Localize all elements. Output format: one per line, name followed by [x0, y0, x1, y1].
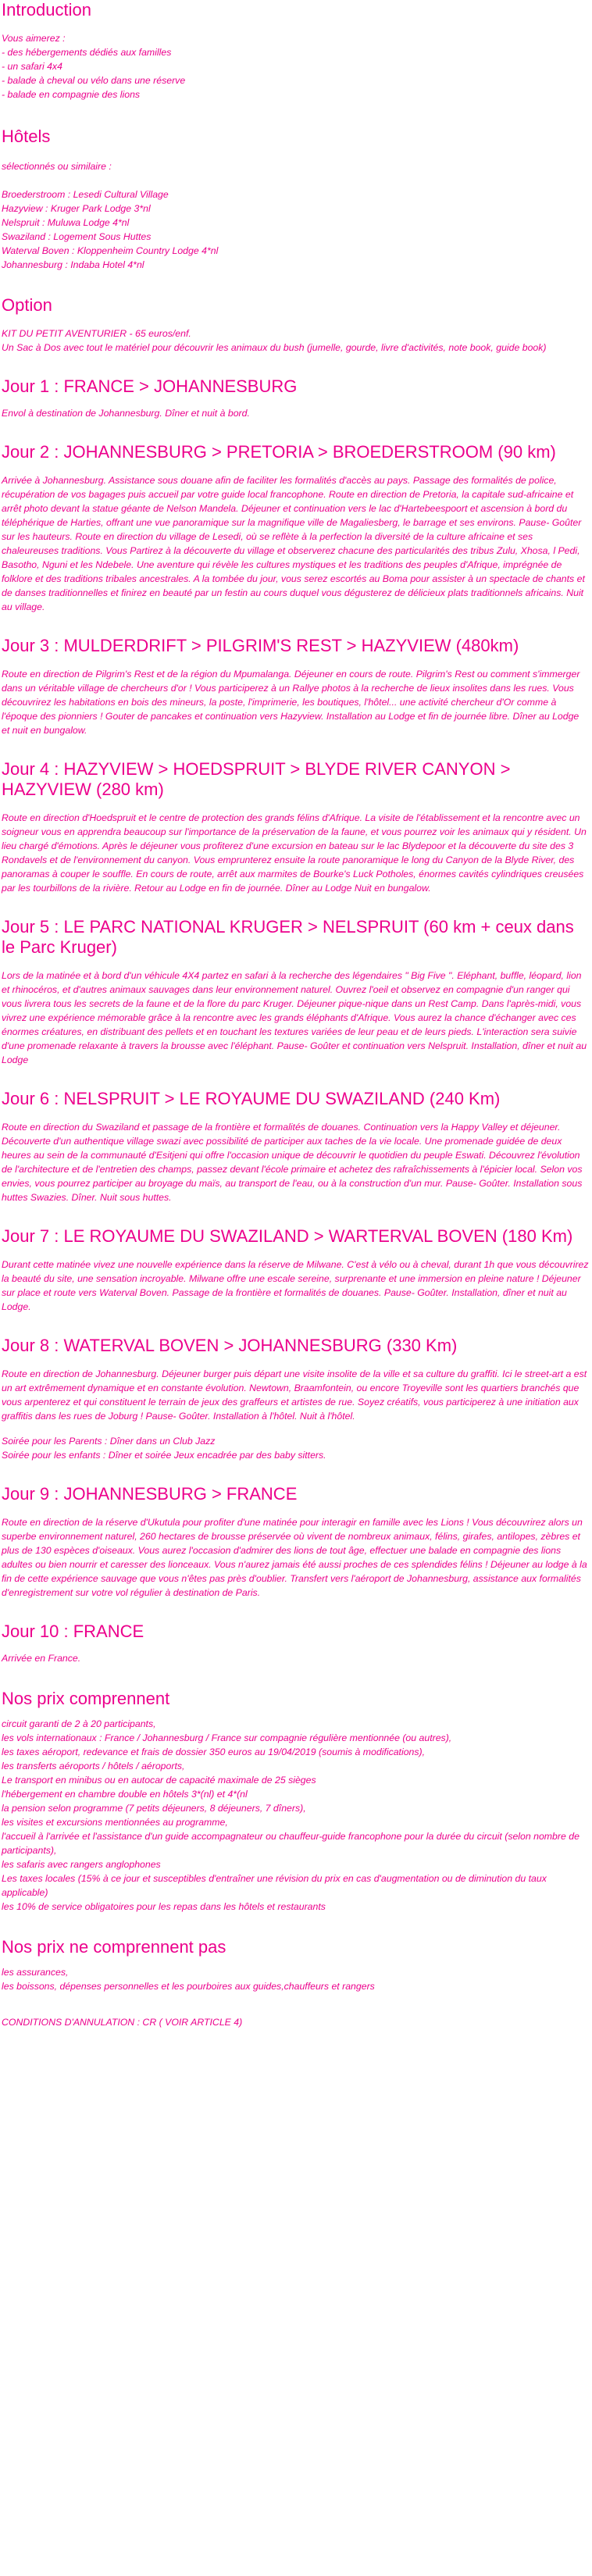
included-item: l'hébergement en chambre double en hôtels 3*(nl) et 4*(nl	[2, 1789, 248, 1800]
evening-parents: Soirée pour les Parents : Dîner dans un Club Jazz	[2, 1436, 216, 1447]
included-item: les 10% de service obligatoires pour les repas dans les hôtels et restaurants	[2, 1901, 326, 1912]
day-3-section	[2, 636, 589, 737]
intro-section	[2, 0, 589, 102]
day-text: Route en direction de Pilgrim's Rest et de la région du Mpumalanga. Déjeuner en cours de route. Pilgrim's Rest ou comment s'immerger dans un véritable village de chercheurs d'or ! Vous participerez à un Rallye photos à la recherche de lieux insolites dans les rues. Vous découvrirez les habitations en bois des mineurs, la poste, l'imprimerie, les boutiques, l'hôtel... une activité chercheur d'Or comme à l'époque des pionniers ! Gouter de pancakes et continuation vers Hazyview. Installation au Lodge et fin de journée libre. Dîner au Lodge et nuit en bungalow.	[2, 669, 580, 736]
included-item: les safaris avec rangers anglophones	[2, 1859, 161, 1870]
intro-text	[2, 31, 589, 102]
intro-line: Vous aimerez :	[2, 33, 66, 44]
day-5-section	[2, 917, 589, 1067]
day-text: Arrivée en France.	[2, 1653, 81, 1664]
included-item: l'accueil à l'arrivée et l'assistance d'un guide accompagnateur ou chauffeur-guide francophone pour la durée du circuit (selon nombre de participants),	[2, 1831, 580, 1856]
hotel-item: Nelspruit : Muluwa Lodge 4*nl	[2, 217, 130, 228]
included-item: la pension selon programme (7 petits déjeuners, 8 déjeuners, 7 dîners),	[2, 1803, 306, 1814]
hotels-section	[2, 127, 589, 272]
hotels-list	[2, 187, 589, 272]
intro-line: - balade à cheval ou vélo dans une réserve	[2, 75, 186, 86]
hotel-item: Hazyview : Kruger Park Lodge 3*nl	[2, 203, 151, 214]
evening-children: Soirée pour les enfants : Dîner et soirée Jeux encadrée par des baby sitters.	[2, 1450, 326, 1461]
day-title: Jour 6 : NELSPRUIT > LE ROYAUME DU SWAZILAND (240 Km)	[2, 1089, 501, 1108]
day-9-section	[2, 1484, 589, 1600]
included-item: circuit garanti de 2 à 20 participants,	[2, 1718, 156, 1729]
intro-line: - des hébergements dédiés aux familles	[2, 47, 172, 58]
day-title: Jour 8 : WATERVAL BOVEN > JOHANNESBURG (330 Km)	[2, 1336, 458, 1355]
intro-title: Introduction	[2, 0, 91, 20]
day-text: Route en direction d'Hoedspruit et le centre de protection des grands félins d'Afrique. La visite de l'établissement et la rencontre avec un soigneur vous en apprendra beaucoup sur l'importance de la préservation de la faune, et vous pourrez voir les animaux qui y résident. Un lieu chargé d'émotions. Après le déjeuner vous profiterez d'une excursion en bateau sur le lac Blydepoor et la découverte du site des 3 Rondavels et de l'environnement du canyon. Vous emprunterez ensuite la route panoramique le long du Canyon de la Blyde River, des panoramas à couper le souffle. En cours de route, arrêt aux marmites de Bourke's Luck Potholes, énormes cavités cylindriques creusées par les tourbillons de la rivière. Retour au Lodge en fin de journée. Dîner au Lodge Nuit en bungalow.	[2, 812, 587, 894]
excluded-section	[2, 1937, 589, 1993]
day-text: Envol à destination de Johannesburg. Dîner et nuit à bord.	[2, 408, 250, 419]
hotel-item: Johannesburg : Indaba Hotel 4*nl	[2, 259, 144, 270]
cancellation-conditions: CONDITIONS D'ANNULATION : CR ( VOIR ARTICLE 4)	[2, 2017, 243, 2028]
day-6-section	[2, 1089, 589, 1204]
hotels-subtitle: sélectionnés ou similaire :	[2, 161, 112, 172]
evening-options	[2, 1434, 589, 1462]
day-2-section	[2, 442, 589, 614]
included-item: les taxes aéroport, redevance et frais de dossier 350 euros au 19/04/2019 (soumis à modifications),	[2, 1746, 426, 1757]
day-title: Jour 5 : LE PARC NATIONAL KRUGER > NELSPRUIT (60 km + ceux dans le Parc Kruger)	[2, 917, 574, 957]
hotel-item: Swaziland : Logement Sous Huttes	[2, 231, 152, 242]
hotels-title: Hôtels	[2, 127, 51, 146]
included-item: les visites et excursions mentionnées au programme,	[2, 1817, 228, 1828]
excluded-item: les boissons, dépenses personnelles et les pourboires aux guides,chauffeurs et rangers	[2, 1981, 375, 1992]
intro-line: - un safari 4x4	[2, 61, 62, 72]
included-item: les transferts aéroports / hôtels / aéroports,	[2, 1761, 185, 1771]
included-item: Les taxes locales (15% à ce jour et susceptibles d'entraîner une révision du prix en cas d'augmentation ou de diminution du taux applicable)	[2, 1873, 547, 1898]
day-title: Jour 4 : HAZYVIEW > HOEDSPRUIT > BLYDE RIVER CANYON > HAZYVIEW (280 km)	[2, 759, 511, 799]
option-title: Option	[2, 295, 52, 315]
day-text: Arrivée à Johannesburg. Assistance sous douane afin de faciliter les formalités d'accès au pays. Passage des formalités de police, récupération de vos bagages puis accueil par votre guide local francophone. Route en direction de Pretoria, la capitale sud-africaine et arrêt photo devant la statue géante de Nelson Mandela. Déjeuner et continuation vers le lac d'Hartebeespoort et ascension à bord du téléphérique de Harties, offrant une vue panoramique sur la magnifique ville de Magaliesberg, le barrage et ses environs. Pause- Goûter sur les hauteurs. Route en direction du village de Lesedi, où se reflète à la perfection la diversité de la culture africaine et ses chaleureuses traditions. Vous Partirez à la découverte du village et observerez chacune des particularités des tribus Zulu, Xhosa, l Pedi, Basotho, Nguni et les Ndebele. Une aventure qui révèle les cultures mystiques et les traditions des peuples d'Afrique, imprégnée de folklore et des traditions tribales ancestrales. A la tombée du jour, vous serez escortés au Boma pour assister à un spectacle de chants et de danses traditionnelles et finirez en beauté par un festin au cours duquel vous dégusterez de délicieux plats traditionnels africains. Nuit au village.	[2, 475, 585, 612]
day-text: Durant cette matinée vivez une nouvelle expérience dans la réserve de Milwane. C'est à vélo ou à cheval, durant 1h que vous découvrirez la beauté du site, une sensation incroyable. Milwane offre une escale sereine, surprenante et une immersion en pleine nature ! Déjeuner sur place et route vers Waterval Boven. Passage de la frontière et formalités de douanes. Pause- Goûter. Installation, dîner et nuit au Lodge.	[2, 1259, 589, 1312]
day-text: Route en direction de Johannesburg. Déjeuner burger puis départ une visite insolite de la ville et sa culture du graffiti. Ici le street-art a est un art extrêmement dynamique et en constante évolution. Newtown, Braamfontein, ou encore Troyeville sont les quartiers branchés que vous arpenterez et qui constituent le terrain de jeux des graffeurs et artistes de rue. Soyez créatifs, vous participerez à une initiation aux graffitis dans les rues de Joburg ! Pause- Goûter. Installation à l'hôtel. Nuit à l'hôtel.	[2, 1368, 587, 1422]
option-line: KIT DU PETIT AVENTURIER - 65 euros/enf.	[2, 328, 191, 339]
option-text	[2, 326, 589, 355]
hotel-item: Broederstroom : Lesedi Cultural Village	[2, 189, 169, 200]
day-1-section	[2, 376, 589, 420]
day-10-section	[2, 1622, 589, 1665]
excluded-item: les assurances,	[2, 1967, 69, 1978]
day-text: Lors de la matinée et à bord d'un véhicule 4X4 partez en safari à la recherche des légendaires " Big Five ". Eléphant, buffle, léopard, lion et rhinocéros, et d'autres animaux sauvages dans leur environnement naturel. Ouvrez l'oeil et observez en compagnie d'un ranger qui vous livrera tous les secrets de la faune et de la flore du parc Kruger. Déjeuner pique-nique dans un Rest Camp. Dans l'après-midi, vous vivrez une expérience mémorable grâce à la rencontre avec les grands éléphants d'Afrique. Vous aurez la chance d'échanger avec ces énormes créatures, en distribuant des pellets et en touchant les textures variées de leur peau et de leurs pieds. L'interaction sera suivie d'une promenade relaxante à travers la brousse avec l'éléphant. Pause- Goûter et continuation vers Nelspruit. Installation, dîner et nuit au Lodge	[2, 970, 587, 1065]
day-title: Jour 9 : JOHANNESBURG > FRANCE	[2, 1484, 298, 1504]
day-title: Jour 1 : FRANCE > JOHANNESBURG	[2, 376, 298, 396]
included-section	[2, 1689, 589, 1914]
included-list	[2, 1717, 589, 1914]
day-text: Route en direction de la réserve d'Ukutula pour profiter d'une matinée pour interagir en famille avec les Lions ! Vous découvrirez alors un superbe environnement naturel, 260 hectares de brousse préservée où vivent de nombreux animaux, félins, girafes, antilopes, zèbres et plus de 130 espèces d'oiseaux. Vous aurez l'occasion d'admirer des lions de tout âge, effectuer une balade en compagnie des lions adultes ou bien nourrir et caresser des lionceaux. Vous n'aurez jamais été aussi proches de ces splendides félins ! Déjeuner au lodge à la fin de cette expérience sauvage que vous n'êtes pas près d'oublier. Transfert vers l'aéroport de Johannesburg, assistance aux formalités d'enregistrement sur votre vol régulier à destination de Paris.	[2, 1517, 587, 1598]
included-item: Le transport en minibus ou en autocar de capacité maximale de 25 sièges	[2, 1775, 316, 1786]
included-item: les vols internationaux : France / Johannesburg / France sur compagnie régulière mentionnée (ou autres),	[2, 1732, 452, 1743]
day-title: Jour 10 : FRANCE	[2, 1622, 144, 1641]
hotel-item: Waterval Boven : Kloppenheim Country Lodge 4*nl	[2, 245, 219, 256]
day-title: Jour 2 : JOHANNESBURG > PRETORIA > BROEDERSTROOM (90 km)	[2, 442, 556, 462]
included-title: Nos prix comprennent	[2, 1689, 170, 1708]
day-text: Route en direction du Swaziland et passage de la frontière et formalités de douanes. Continuation vers la Happy Valley et déjeuner. Découverte d'un authentique village swazi avec possibilité de participer aux taches de la vie locale. Une promenade guidée de deux heures au sein de la communauté d'Esitjeni qui offre l'occasion unique de découvrir le quotidien du peuple Eswati. Découvrez l'évolution de l'architecture et de l'entretien des champs, passez devant l'école primaire et achetez des rafraîchissements à l'épicier local. Selon vos envies, vous pourrez participer au broyage du maïs, au transport de l'eau, ou à la construction d'un mur. Pause- Goûter. Installation sous huttes Swazies. Dîner. Nuit sous huttes.	[2, 1122, 583, 1203]
day-7-section	[2, 1226, 589, 1314]
excluded-list	[2, 1965, 589, 1993]
excluded-title: Nos prix ne comprennent pas	[2, 1937, 226, 1957]
day-title: Jour 7 : LE ROYAUME DU SWAZILAND > WARTERVAL BOVEN (180 Km)	[2, 1226, 573, 1246]
option-section	[2, 295, 589, 355]
day-4-section	[2, 759, 589, 895]
day-8-section	[2, 1336, 589, 1462]
day-title: Jour 3 : MULDERDRIFT > PILGRIM'S REST > HAZYVIEW (480km)	[2, 636, 519, 655]
intro-line: - balade en compagnie des lions	[2, 89, 141, 100]
option-line: Un Sac à Dos avec tout le matériel pour découvrir les animaux du bush (jumelle, gourde, livre d'activités, note book, guide book)	[2, 342, 547, 353]
